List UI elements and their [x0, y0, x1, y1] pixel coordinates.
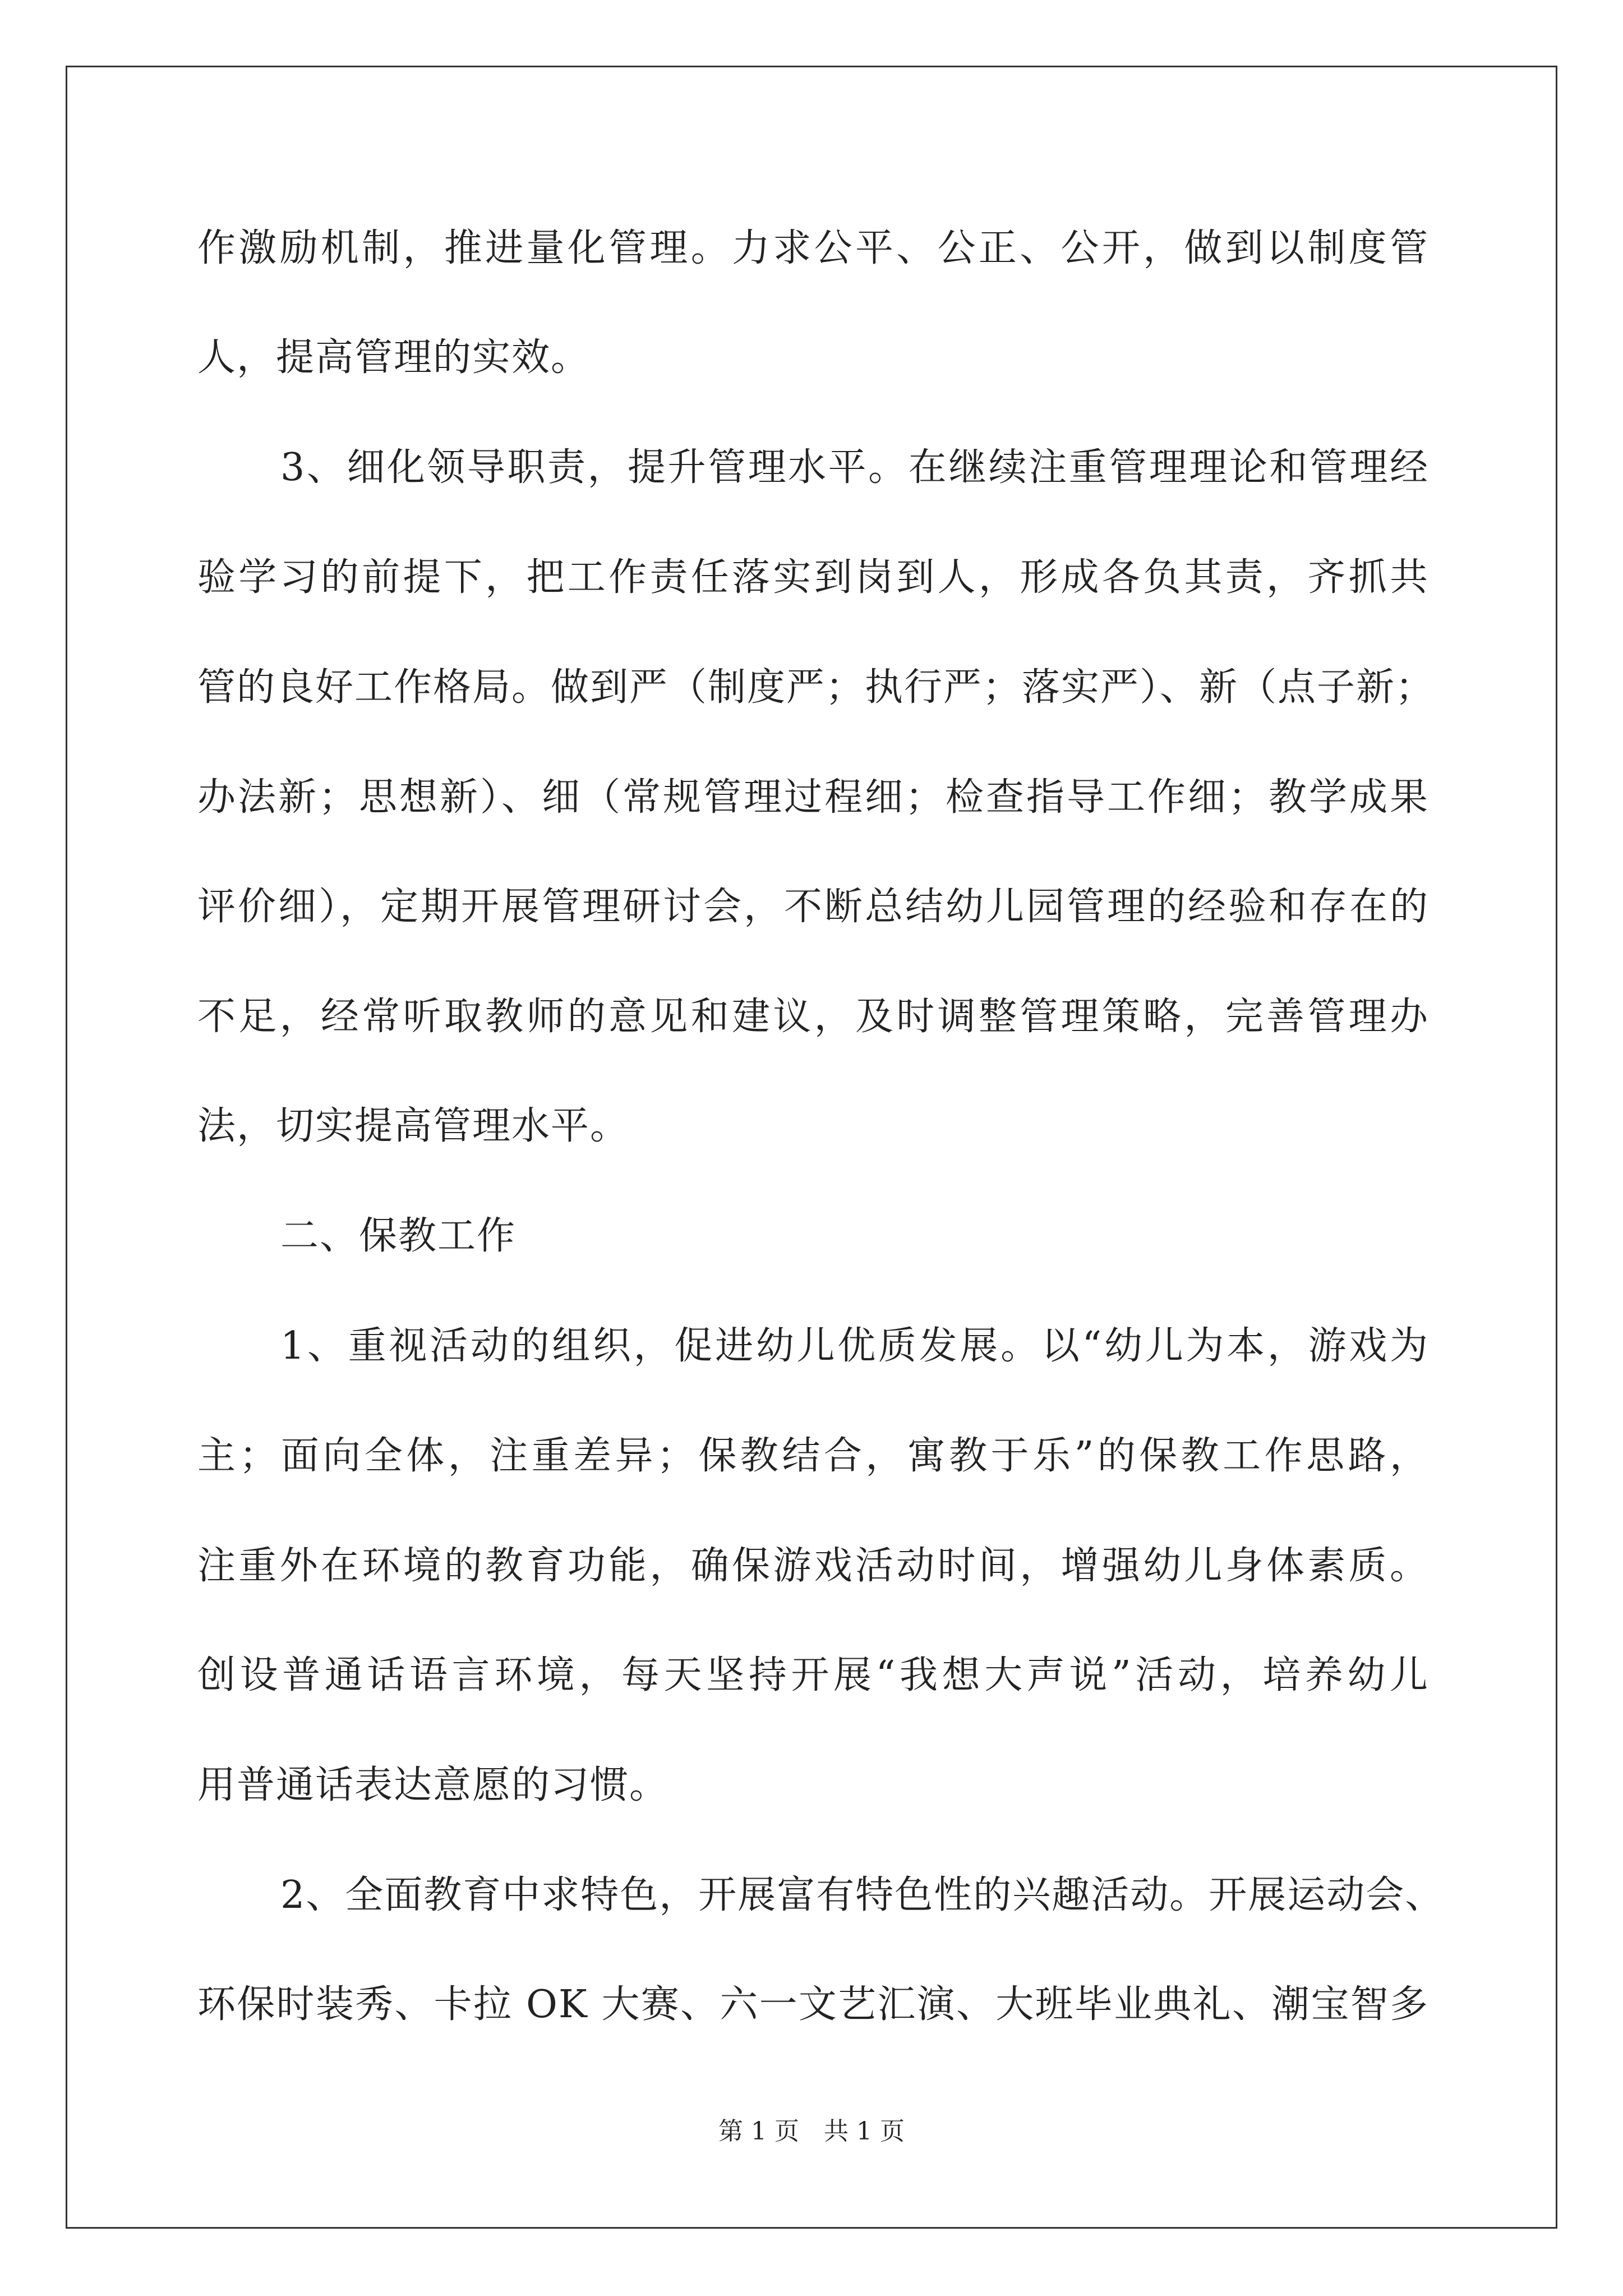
- paragraph-line: 用普通话表达意愿的习惯。: [197, 1763, 669, 1807]
- paragraph-line: 注重外在环境的教育功能，确保游戏活动时间，增强幼儿身体素质。: [197, 1544, 1429, 1588]
- paragraph-line: 不足，经常听取教师的意见和建议，及时调整管理策略，完善管理办: [197, 995, 1429, 1039]
- paragraph-line: 验学习的前提下，把工作责任落实到岗到人，形成各负其责，齐抓共: [197, 555, 1429, 600]
- paragraph-line: 2、全面教育中求特色，开展富有特色性的兴趣活动。开展运动会、: [280, 1873, 1445, 1917]
- paragraph-line: 人，提高管理的实效。: [197, 335, 591, 380]
- paragraph-line: 创设普通话语言环境，每天坚持开展“我想大声说”活动，培养幼儿: [197, 1653, 1429, 1697]
- paragraph-line: 主；面向全体，注重差异；保教结合，寓教于乐”的保教工作思路，: [197, 1434, 1429, 1478]
- paragraph-line: 环保时装秀、卡拉 OK 大赛、六一文艺汇演、大班毕业典礼、潮宝智多: [197, 1982, 1429, 2027]
- paragraph-line: 法，切实提高管理水平。: [197, 1104, 630, 1148]
- paragraph-line: 1、重视活动的组织，促进幼儿优质发展。以“幼儿为本，游戏为: [280, 1324, 1429, 1368]
- paragraph-line: 评价细），定期开展管理研讨会，不断总结幼儿园管理的经验和存在的: [197, 885, 1429, 929]
- paragraph-line: 办法新；思想新）、细（常规管理过程细；检查指导工作细；教学成果: [197, 775, 1429, 820]
- page-footer: 第 1 页 共 1 页: [718, 2117, 905, 2146]
- paragraph-line: 管的良好工作格局。做到严（制度严；执行严；落实严）、新（点子新；: [197, 665, 1435, 710]
- paragraph-line: 作激励机制，推进量化管理。力求公平、公正、公开，做到以制度管: [197, 226, 1429, 270]
- paragraph-line: 3、细化领导职责，提升管理水平。在继续注重管理理论和管理经: [280, 445, 1429, 490]
- section-heading: 二、保教工作: [280, 1214, 517, 1258]
